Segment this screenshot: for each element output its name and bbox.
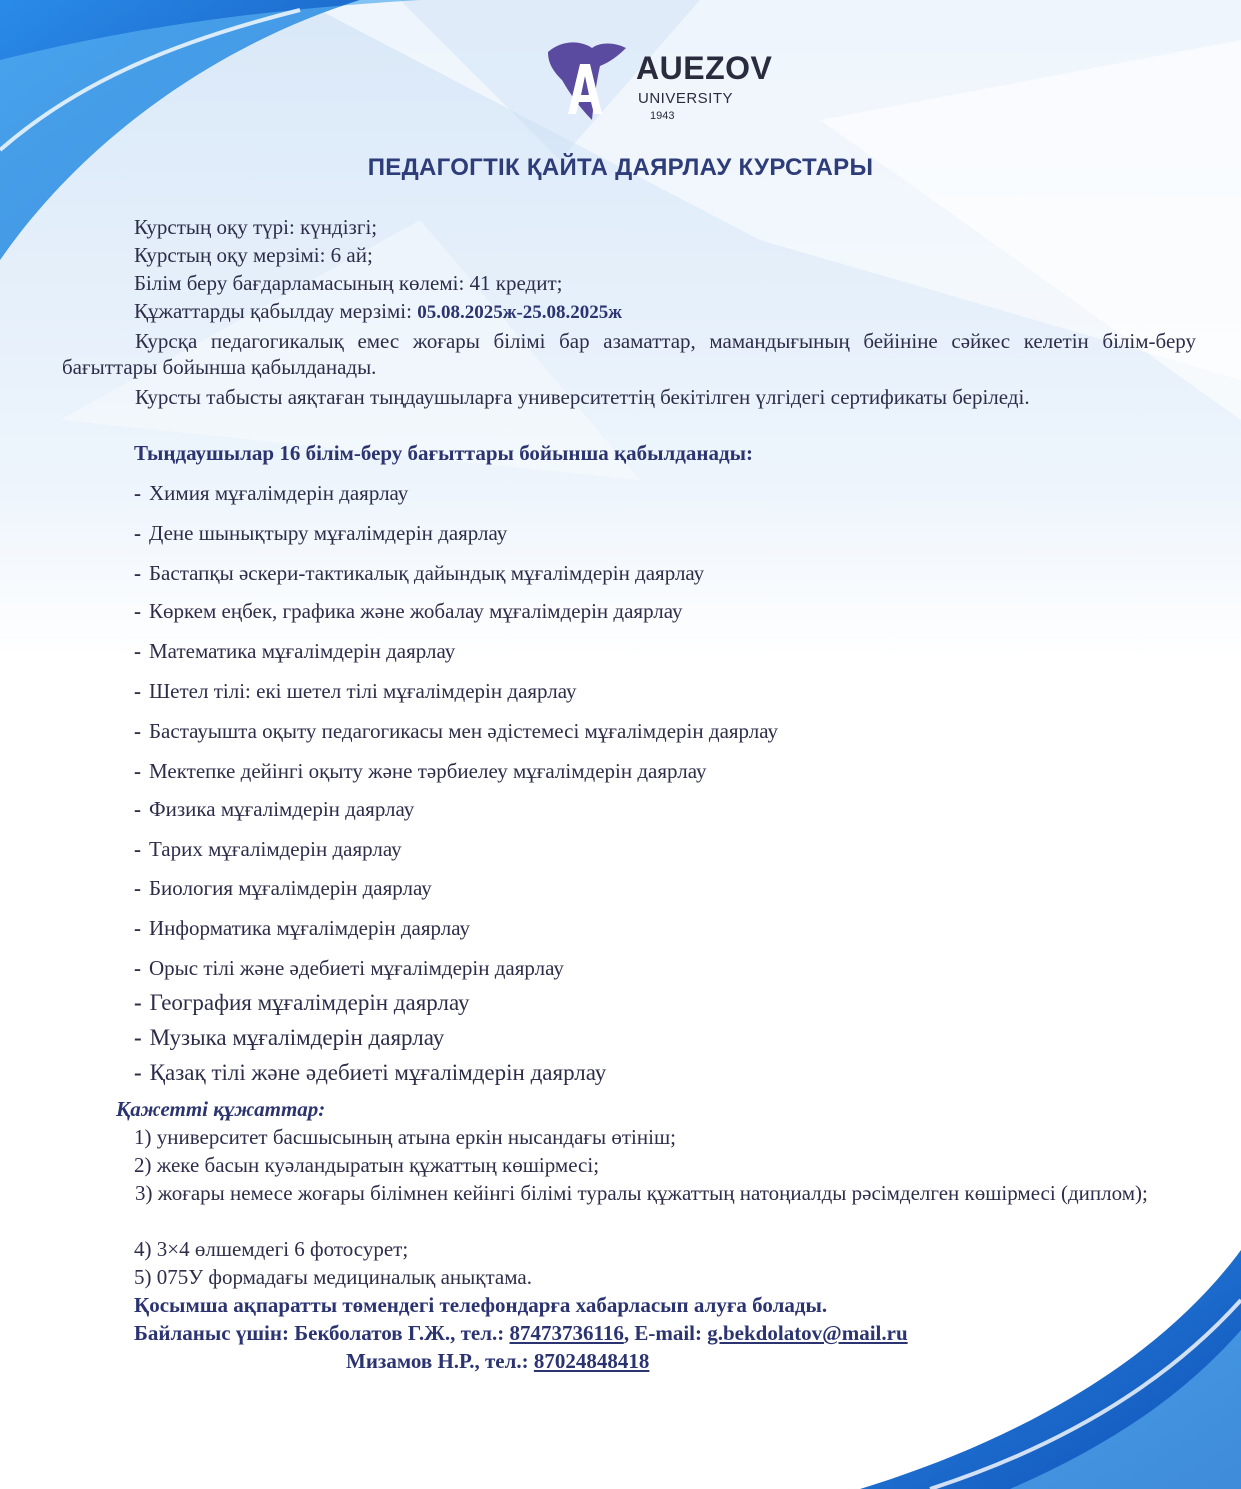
direction-item: - Информатика мұғалімдерін даярлау	[134, 916, 470, 940]
direction-item: - Қазақ тілі және әдебиеті мұғалімдерін даярлау	[134, 1060, 607, 1085]
contact-person-2: Мизамов Н.Р., тел.:	[346, 1349, 529, 1373]
direction-item: - Музыка мұғалімдерін даярлау	[134, 1025, 445, 1050]
direction-item: - Орыс тілі және әдебиеті мұғалімдерін даярлау	[134, 956, 564, 980]
contact-person-1: Бекболатов Г.Ж., тел.:	[294, 1321, 505, 1345]
course-deadline	[134, 298, 622, 326]
direction-item: - Көркем еңбек, графика және жобалау мұғалімдерін даярлау	[134, 599, 683, 623]
certificate-text: Курсты табысты аяқтаған тыңдаушыларға университеттің бекітілген үлгідегі сертификаты беріледі.	[135, 385, 1030, 409]
doc-item: 4) 3×4 өлшемдегі 6 фотосурет;	[134, 1237, 409, 1261]
doc-item: 1) университет басшысының атына еркін нысандағы өтініш;	[134, 1125, 676, 1149]
direction-item: - Физика мұғалімдерін даярлау	[134, 797, 415, 821]
deadline-label: Құжаттарды қабылдау мерзімі:	[134, 299, 412, 323]
logo-year: 1943	[650, 110, 675, 122]
direction-item: - Тарих мұғалімдерін даярлау	[134, 837, 402, 861]
page-title: ПЕДАГОГТІК ҚАЙТА ДАЯРЛАУ КУРСТАРЫ	[367, 154, 874, 181]
phone-link-1[interactable]: 87473736116	[509, 1321, 624, 1345]
extra-info: Қосымша ақпаратты төмендегі телефондарға хабарласып алуға болады.	[134, 1293, 828, 1317]
email-link[interactable]: g.bekdolatov@mail.ru	[707, 1321, 908, 1345]
direction-item: - Шетел тілі: екі шетел тілі мұғалімдерін даярлау	[134, 679, 577, 703]
direction-item: - Математика мұғалімдерін даярлау	[134, 639, 456, 663]
logo-name: AUEZOV	[636, 50, 773, 86]
doc-item: 2) жеке басын куәландыратын құжаттың көшірмесі;	[134, 1153, 600, 1177]
course-form: Курстың оқу түрі: күндізгі;	[134, 215, 378, 239]
direction-item: - География мұғалімдерін даярлау	[134, 990, 470, 1015]
course-volume: Білім беру бағдарламасының көлемі: 41 кредит;	[134, 271, 563, 295]
direction-item: - Биология мұғалімдерін даярлау	[134, 876, 432, 900]
contact-line-1	[134, 1320, 908, 1346]
admission-text: Курсқа педагогикалық емес жоғары білімі бар азаматтар, мамандығының бейініне сәйкес келетін білім-беру бағыттары бойынша қабылданады.	[62, 329, 1196, 379]
direction-item: - Химия мұғалімдерін даярлау	[134, 481, 409, 505]
directions-heading: Тыңдаушылар 16 білім-беру бағыттары бойынша қабылданады:	[134, 441, 753, 465]
wing-logo-icon	[540, 38, 630, 124]
direction-item: - Дене шынықтыру мұғалімдерін даярлау	[134, 521, 508, 545]
doc-item: 5) 075У формадағы медициналық анықтама.	[134, 1265, 532, 1289]
docs-heading: Қажетті құжаттар:	[116, 1097, 326, 1121]
doc-item: 3) жоғары немесе жоғары білімнен кейінгі білімі туралы құжаттың натоңиалды рәсімделген көшірмесі (диплом);	[135, 1181, 1148, 1205]
direction-item: - Бастауышта оқыту педагогикасы мен әдістемесі мұғалімдерін даярлау	[134, 719, 779, 743]
direction-item: - Мектепке дейінгі оқыту және тәрбиелеу мұғалімдерін даярлау	[134, 759, 707, 783]
contact-label: Байланыс үшін:	[134, 1321, 289, 1345]
university-logo	[540, 38, 800, 130]
phone-link-2[interactable]: 87024848418	[533, 1349, 650, 1373]
deadline-value: 05.08.2025ж-25.08.2025ж	[417, 302, 623, 323]
course-duration: Курстың оқу мерзімі: 6 ай;	[134, 243, 373, 267]
contact-line-2	[346, 1348, 649, 1374]
email-label: , E-mail:	[623, 1321, 702, 1345]
direction-item: - Бастапқы әскери-тактикалық дайындық мұғалімдерін даярлау	[134, 561, 705, 585]
logo-subtitle: UNIVERSITY	[638, 90, 734, 107]
